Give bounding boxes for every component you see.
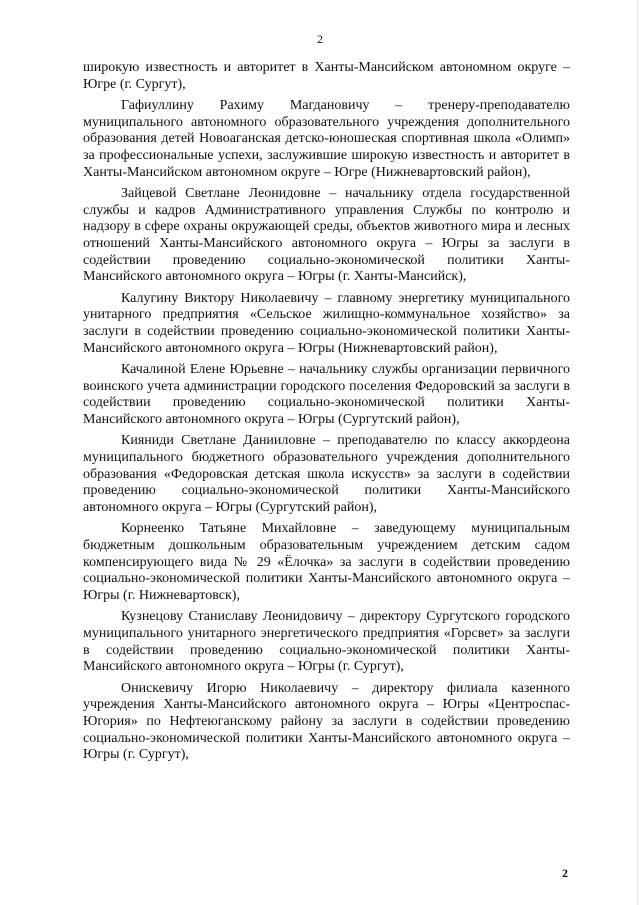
paragraph-korneenko: Корнеенко Татьяне Михайловне – заведующему муниципальным бюджетным дошкольным образовательным учреждением детским садом компенсирующего вида № 29 «Ёлочка» за заслуги в содействии проведению социально-экономической политики Ханты-Мансийского автономного округа – Югры (г. Нижневартовск), — [83, 521, 570, 603]
scan-edge-divider — [637, 0, 638, 905]
paragraph-gafiullin: Гафиуллину Рахиму Магдановичу – тренеру-преподавателю муниципального автономного образовательного учреждения дополнительного образования детей Новоаганская детско-юношеская спортивная школа «Олимп» за профессиональные успехи, заслужившие широкую известность и авторитет в Ханты-Мансийском автономном округе – Югре (Нижневартовский район), — [83, 98, 570, 180]
paragraph-kiyanidi: Кияниди Светлане Данииловне – преподавателю по классу аккордеона муниципального бюджетного образовательного учреждения дополнительного образования «Федоровская детская школа искусств» за заслуги в содействии проведению социально-экономической политики Ханты-Мансийского автономного округа – Югры (Сургутский район), — [83, 433, 570, 515]
page-number-bottom: 2 — [562, 866, 568, 880]
paragraph-kuznetsov: Кузнецову Станиславу Леонидовичу – директору Сургутского городского муниципального унитарного энергетического предприятия «Горсвет» за заслуги в содействии проведению социально-экономической политики Ханты-Мансийского автономного округа – Югры (г. Сургут), — [83, 609, 570, 675]
paragraph-zaitseva: Зайцевой Светлане Леонидовне – начальнику отдела государственной службы и кадров Административного управления Службы по контролю и надзору в сфере охраны окружающей среды, объектов животного мира и лесных отношений Ханты-Мансийского автономного округа – Югры за заслуги в содействии проведению социально-экономической политики Ханты-Мансийского автономного округа – Югры (г. Ханты-Мансийск), — [83, 186, 570, 285]
paragraph-kalugin: Калугину Виктору Николаевичу – главному энергетику муниципального унитарного предприятия «Сельское жилищно-коммунальное хозяйство» за заслуги в содействии проведению социально-экономической политики Ханты-Мансийского автономного округа – Югры (Нижневартовский район), — [83, 290, 570, 356]
paragraph-oniskevich: Онискевичу Игорю Николаевичу – директору филиала казенного учреждения Ханты-Мансийского автономного округа – Югры «Центроспас-Югория» по Нефтеюганскому району за заслуги в содействии проведению социально-экономической политики Ханты-Мансийского автономного округа – Югры (г. Сургут), — [83, 680, 570, 763]
document-body — [83, 60, 570, 764]
paragraph-continuation: широкую известность и авторитет в Ханты-Мансийском автономном округе – Югре (г. Сургут), — [83, 60, 570, 92]
paragraph-kachalina: Качалиной Елене Юрьевне – начальнику службы организации первичного воинского учета администрации городского поселения Федоровский за заслуги в содействии проведению социально-экономической политики Ханты-Мансийского автономного округа – Югры (Сургутский район), — [83, 362, 570, 427]
page-number-top: 2 — [317, 32, 323, 46]
